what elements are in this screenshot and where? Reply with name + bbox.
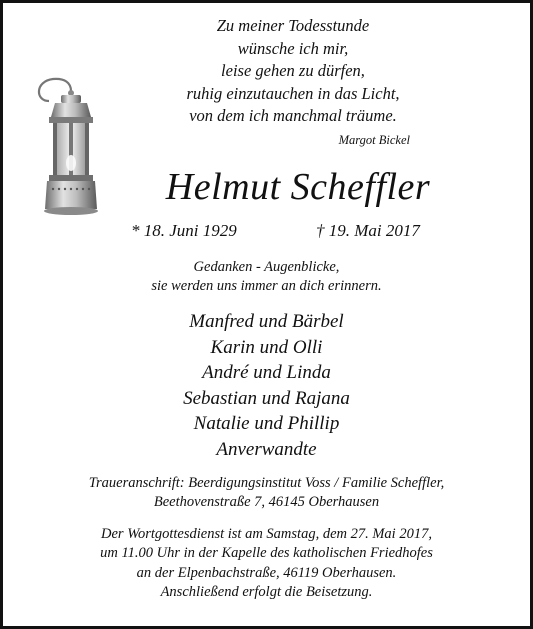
mourners-list	[3, 309, 530, 462]
poem-line: wünsche ich mir,	[237, 38, 349, 58]
address-line: Beethovenstraße 7, 46145 Oberhausen	[153, 494, 380, 510]
address-line: Traueranschrift: Beerdigungsinstitut Voss / Familie Scheffler,	[88, 475, 445, 491]
service-line: Anschließend erfolgt die Beisetzung.	[160, 583, 373, 600]
memory-verse	[3, 258, 530, 296]
poem-line: von dem ich manchmal träume.	[189, 106, 397, 125]
poem-line: leise gehen zu dürfen,	[221, 61, 365, 80]
service-info	[3, 525, 530, 602]
service-line: Der Wortgottesdienst ist am Samstag, dem 27. Mai 2017,	[101, 526, 432, 542]
mourner-name: Karin und Olli	[210, 336, 323, 358]
memory-line: Gedanken - Augenblicke,	[193, 259, 340, 275]
miners-lamp-icon	[31, 73, 105, 223]
service-line: an der Elpenbachstraße, 46119 Oberhausen.	[136, 564, 397, 581]
service-line: um 11.00 Uhr in der Kapelle des katholischen Friedhofes	[100, 545, 433, 562]
poem-author: Margot Bickel	[338, 133, 410, 147]
poem	[123, 15, 463, 128]
death-date: † 19. Mai 2017	[316, 221, 420, 240]
poem-line: ruhig einzutauchen in das Licht,	[186, 83, 400, 103]
memory-line: sie werden uns immer an dich erinnern.	[151, 278, 382, 294]
mourner-name: Natalie und Phillip	[193, 413, 340, 434]
mourning-address	[3, 474, 530, 512]
mourner-name: Sebastian und Rajana	[183, 387, 350, 409]
deceased-name: Helmut Scheffler	[165, 166, 431, 208]
birth-date: * 18. Juni 1929	[131, 221, 237, 240]
mourner-name: Anverwandte	[216, 438, 317, 460]
mourner-name: André und Linda	[202, 362, 331, 383]
mourner-name: Manfred und Bärbel	[189, 311, 344, 332]
poem-line: Zu meiner Todesstunde	[216, 16, 370, 35]
